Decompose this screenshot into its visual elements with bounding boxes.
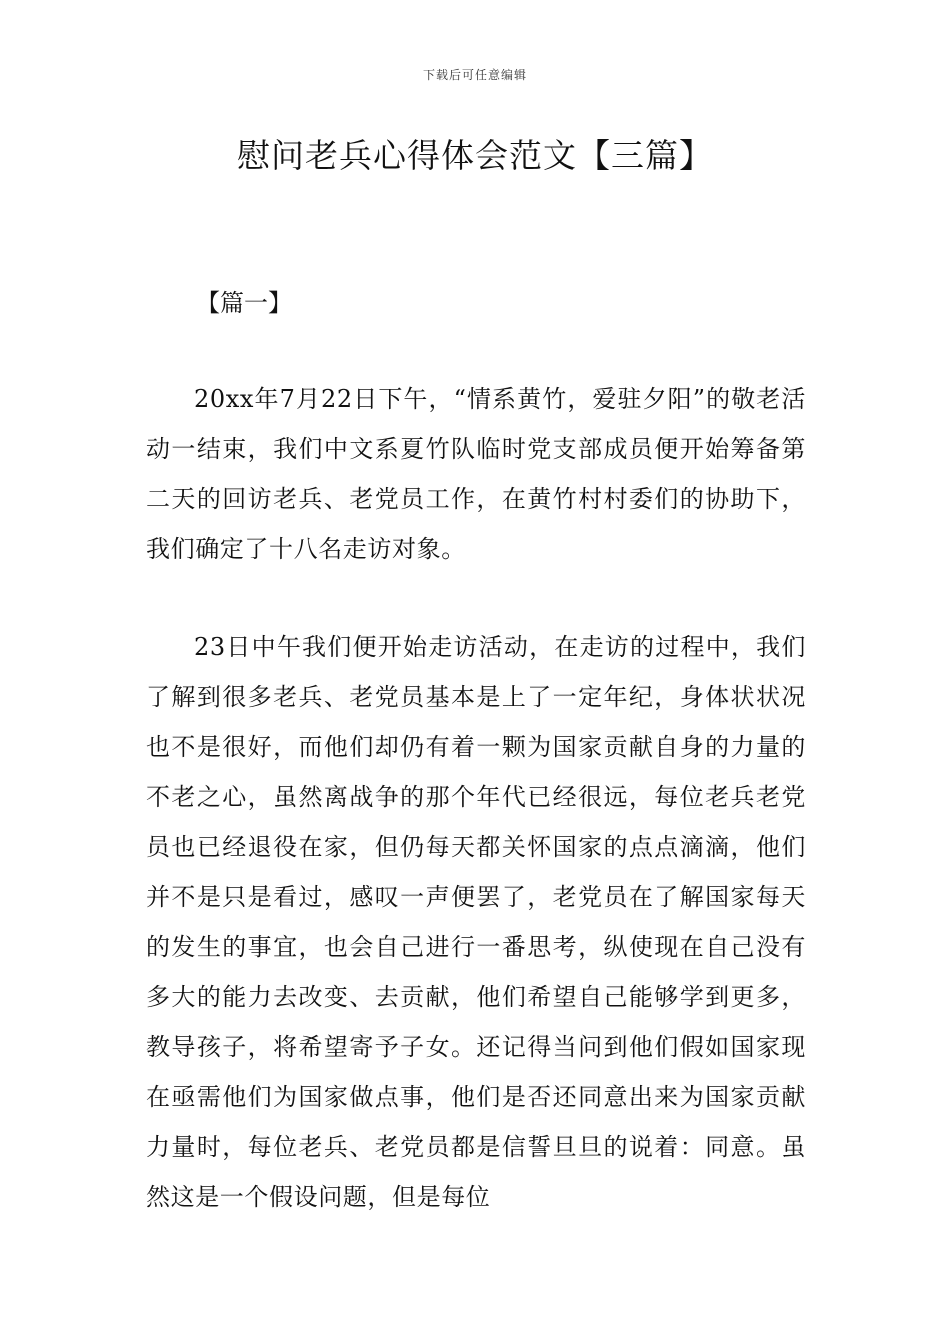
paragraph-2: 23日中午我们便开始走访活动，在走访的过程中，我们了解到很多老兵、老党员基本是上了一定年纪，身体状状况也不是很好，而他们却仍有着一颗为国家贡献自身的力量的不老之心，虽然离战争的那个年代已经很远，每位老兵老党员也已经退役在家，但仍每天都关怀国家的点点滴滴，他们并不是只是看过，感叹一声便罢了，老党员在了解国家每天的发生的事宜，也会自己进行一番思考，纵使现在自己没有多大的能力去改变、去贡献，他们希望自己能够学到更多，教导孩子，将希望寄予子女。还记得当问到他们假如国家现在亟需他们为国家做点事，他们是否还同意出来为国家贡献力量时，每位老兵、老党员都是信誓旦旦的说着：同意。虽然这是一个假设问题，但是每位	[146, 633, 806, 1211]
document-title: 慰问老兵心得体会范文【三篇】	[237, 136, 713, 175]
header-note: 下载后可任意编辑	[422, 68, 527, 82]
paragraph-1: 20xx年7月22日下午，“情系黄竹，爱驻夕阳”的敬老活动一结束，我们中文系夏竹队临时党支部成员便开始筹备第二天的回访老兵、老党员工作，在黄竹村村委们的协助下，我们确定了十八名走访对象。	[146, 385, 806, 563]
section-heading: 【篇一】	[196, 289, 292, 317]
